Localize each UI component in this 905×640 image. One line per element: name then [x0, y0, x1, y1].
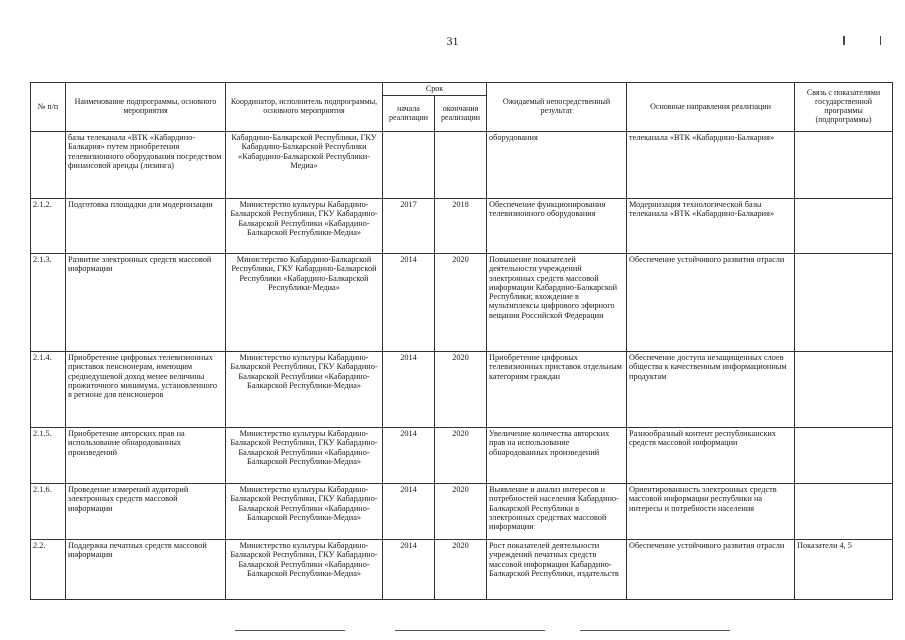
- header-name: Наименование подпрограммы, основного мероприятия: [66, 83, 226, 132]
- scan-mark: [843, 36, 845, 45]
- header-start: начала реализации: [383, 96, 435, 132]
- row-num: 2.1.2.: [31, 199, 66, 254]
- program-table: [30, 82, 893, 600]
- row-name: Приобретение цифровых телевизионных приставок пенсионерам, имеющим среднедушевой доход менее величины прожиточного минимума, установленного в регионе для пенсионеров: [66, 352, 226, 428]
- row-link: [795, 132, 893, 199]
- row-start: [383, 132, 435, 199]
- row-directions: Обеспечение доступа незащищенных слоев общества к качественным информационным продуктам: [627, 352, 795, 428]
- row-result: Увеличение количества авторских прав на использование обнародованных произведений: [487, 428, 627, 484]
- table-row: [31, 199, 893, 254]
- header-term: Срок: [383, 83, 487, 96]
- header-directions: Основные направления реализации: [627, 83, 795, 132]
- row-coordinator: Министерство Кабардино-Балкарской Республики, ГКУ Кабардино-Балкарской Республики «Кабардино-Балкарской Республики-Медиа»: [226, 254, 383, 352]
- row-coordinator: Министерство культуры Кабардино-Балкарской Республики, ГКУ Кабардино-Балкарской Республики «Кабардино-Балкарской Республики-Медиа»: [226, 199, 383, 254]
- row-coordinator: Министерство культуры Кабардино-Балкарской Республики, ГКУ Кабардино-Балкарской Республики «Кабардино-Балкарской Республики-Медиа»: [226, 540, 383, 600]
- row-start: 2014: [383, 428, 435, 484]
- row-link: [795, 484, 893, 540]
- row-name: Подготовка площадки для модернизации: [66, 199, 226, 254]
- row-result: Рост показателей деятельности учреждений печатных средств массовой информации Кабардино-Балкарской Республики, издательств: [487, 540, 627, 600]
- row-start: 2014: [383, 484, 435, 540]
- header-result: Ожидаемый непосредственный результат: [487, 83, 627, 132]
- row-result: оборудования: [487, 132, 627, 199]
- row-directions: Обеспечение устойчивого развития отрасли: [627, 254, 795, 352]
- row-link: Показатели 4, 5: [795, 540, 893, 600]
- row-num: 2.1.3.: [31, 254, 66, 352]
- table-row: [31, 484, 893, 540]
- table-row: [31, 132, 893, 199]
- row-start: 2014: [383, 352, 435, 428]
- row-link: [795, 199, 893, 254]
- row-num: [31, 132, 66, 199]
- row-end: 2020: [435, 428, 487, 484]
- table-row: [31, 352, 893, 428]
- header-link: Связь с показателями государственной программы (подпрограммы): [795, 83, 893, 132]
- page-number: 31: [446, 34, 459, 48]
- row-directions: Модернизация технологической базы телеканала «ВТК «Кабардино-Балкария»: [627, 199, 795, 254]
- row-coordinator: Министерство культуры Кабардино-Балкарской Республики, ГКУ Кабардино-Балкарской Республики «Кабардино-Балкарской Республики-Медиа»: [226, 428, 383, 484]
- row-num: 2.1.4.: [31, 352, 66, 428]
- row-end: 2020: [435, 352, 487, 428]
- table-row: [31, 254, 893, 352]
- header-end: окончания реализации: [435, 96, 487, 132]
- scan-mark: [880, 36, 881, 45]
- header-num: № п/п: [31, 83, 66, 132]
- row-result: Обеспечение функционирования телевизионного оборудования: [487, 199, 627, 254]
- row-directions: Ориентированность электронных средств массовой информации республики на интересы и потребности населения: [627, 484, 795, 540]
- row-end: 2018: [435, 199, 487, 254]
- row-end: 2020: [435, 540, 487, 600]
- row-link: [795, 428, 893, 484]
- row-directions: телеканала «ВТК «Кабардино-Балкария»: [627, 132, 795, 199]
- scan-edge-line: [580, 630, 730, 631]
- row-coordinator: Кабардино-Балкарской Республики, ГКУ Кабардино-Балкарской Республики «Кабардино-Балкарской Республики-Медиа»: [226, 132, 383, 199]
- row-coordinator: Министерство культуры Кабардино-Балкарской Республики, ГКУ Кабардино-Балкарской Республики «Кабардино-Балкарской Республики-Медиа»: [226, 484, 383, 540]
- row-directions: Разнообразный контент республиканских средств массовой информации: [627, 428, 795, 484]
- row-num: 2.2.: [31, 540, 66, 600]
- row-link: [795, 254, 893, 352]
- row-num: 2.1.6.: [31, 484, 66, 540]
- row-name: Поддержка печатных средств массовой информации: [66, 540, 226, 600]
- row-num: 2.1.5.: [31, 428, 66, 484]
- row-end: 2020: [435, 484, 487, 540]
- scan-edge-line: [395, 630, 545, 631]
- header-coordinator: Координатор, исполнитель подпрограммы, основного мероприятия: [226, 83, 383, 132]
- row-name: Приобретение авторских прав на использование обнародованных произведений: [66, 428, 226, 484]
- row-name: Проведение измерений аудиторий электронных средств массовой информации: [66, 484, 226, 540]
- row-start: 2017: [383, 199, 435, 254]
- row-result: Приобретение цифровых телевизионных приставок отдельным категориям граждан: [487, 352, 627, 428]
- row-result: Повышение показателей деятельности учреждений электронных средств массовой информации Кабардино-Балкарской Республики; вхождение в мультиплексы цифрового эфирного вещания Российской Федерации: [487, 254, 627, 352]
- row-end: [435, 132, 487, 199]
- row-link: [795, 352, 893, 428]
- table-row: [31, 540, 893, 600]
- row-name: базы телеканала «ВТК «Кабардино-Балкария» путем приобретения телевизионного оборудования посредством финансовой аренды (лизинга): [66, 132, 226, 199]
- row-result: Выявление и анализ интересов и потребностей населения Кабардино-Балкарской Республики в электронных средствах массовой информации: [487, 484, 627, 540]
- row-directions: Обеспечение устойчивого развития отрасли: [627, 540, 795, 600]
- row-start: 2014: [383, 254, 435, 352]
- row-name: Развитие электронных средств массовой информации: [66, 254, 226, 352]
- table-row: [31, 428, 893, 484]
- row-start: 2014: [383, 540, 435, 600]
- row-coordinator: Министерство культуры Кабардино-Балкарской Республики, ГКУ Кабардино-Балкарской Республики «Кабардино-Балкарской Республики-Медиа»: [226, 352, 383, 428]
- row-end: 2020: [435, 254, 487, 352]
- scan-edge-line: [235, 630, 345, 631]
